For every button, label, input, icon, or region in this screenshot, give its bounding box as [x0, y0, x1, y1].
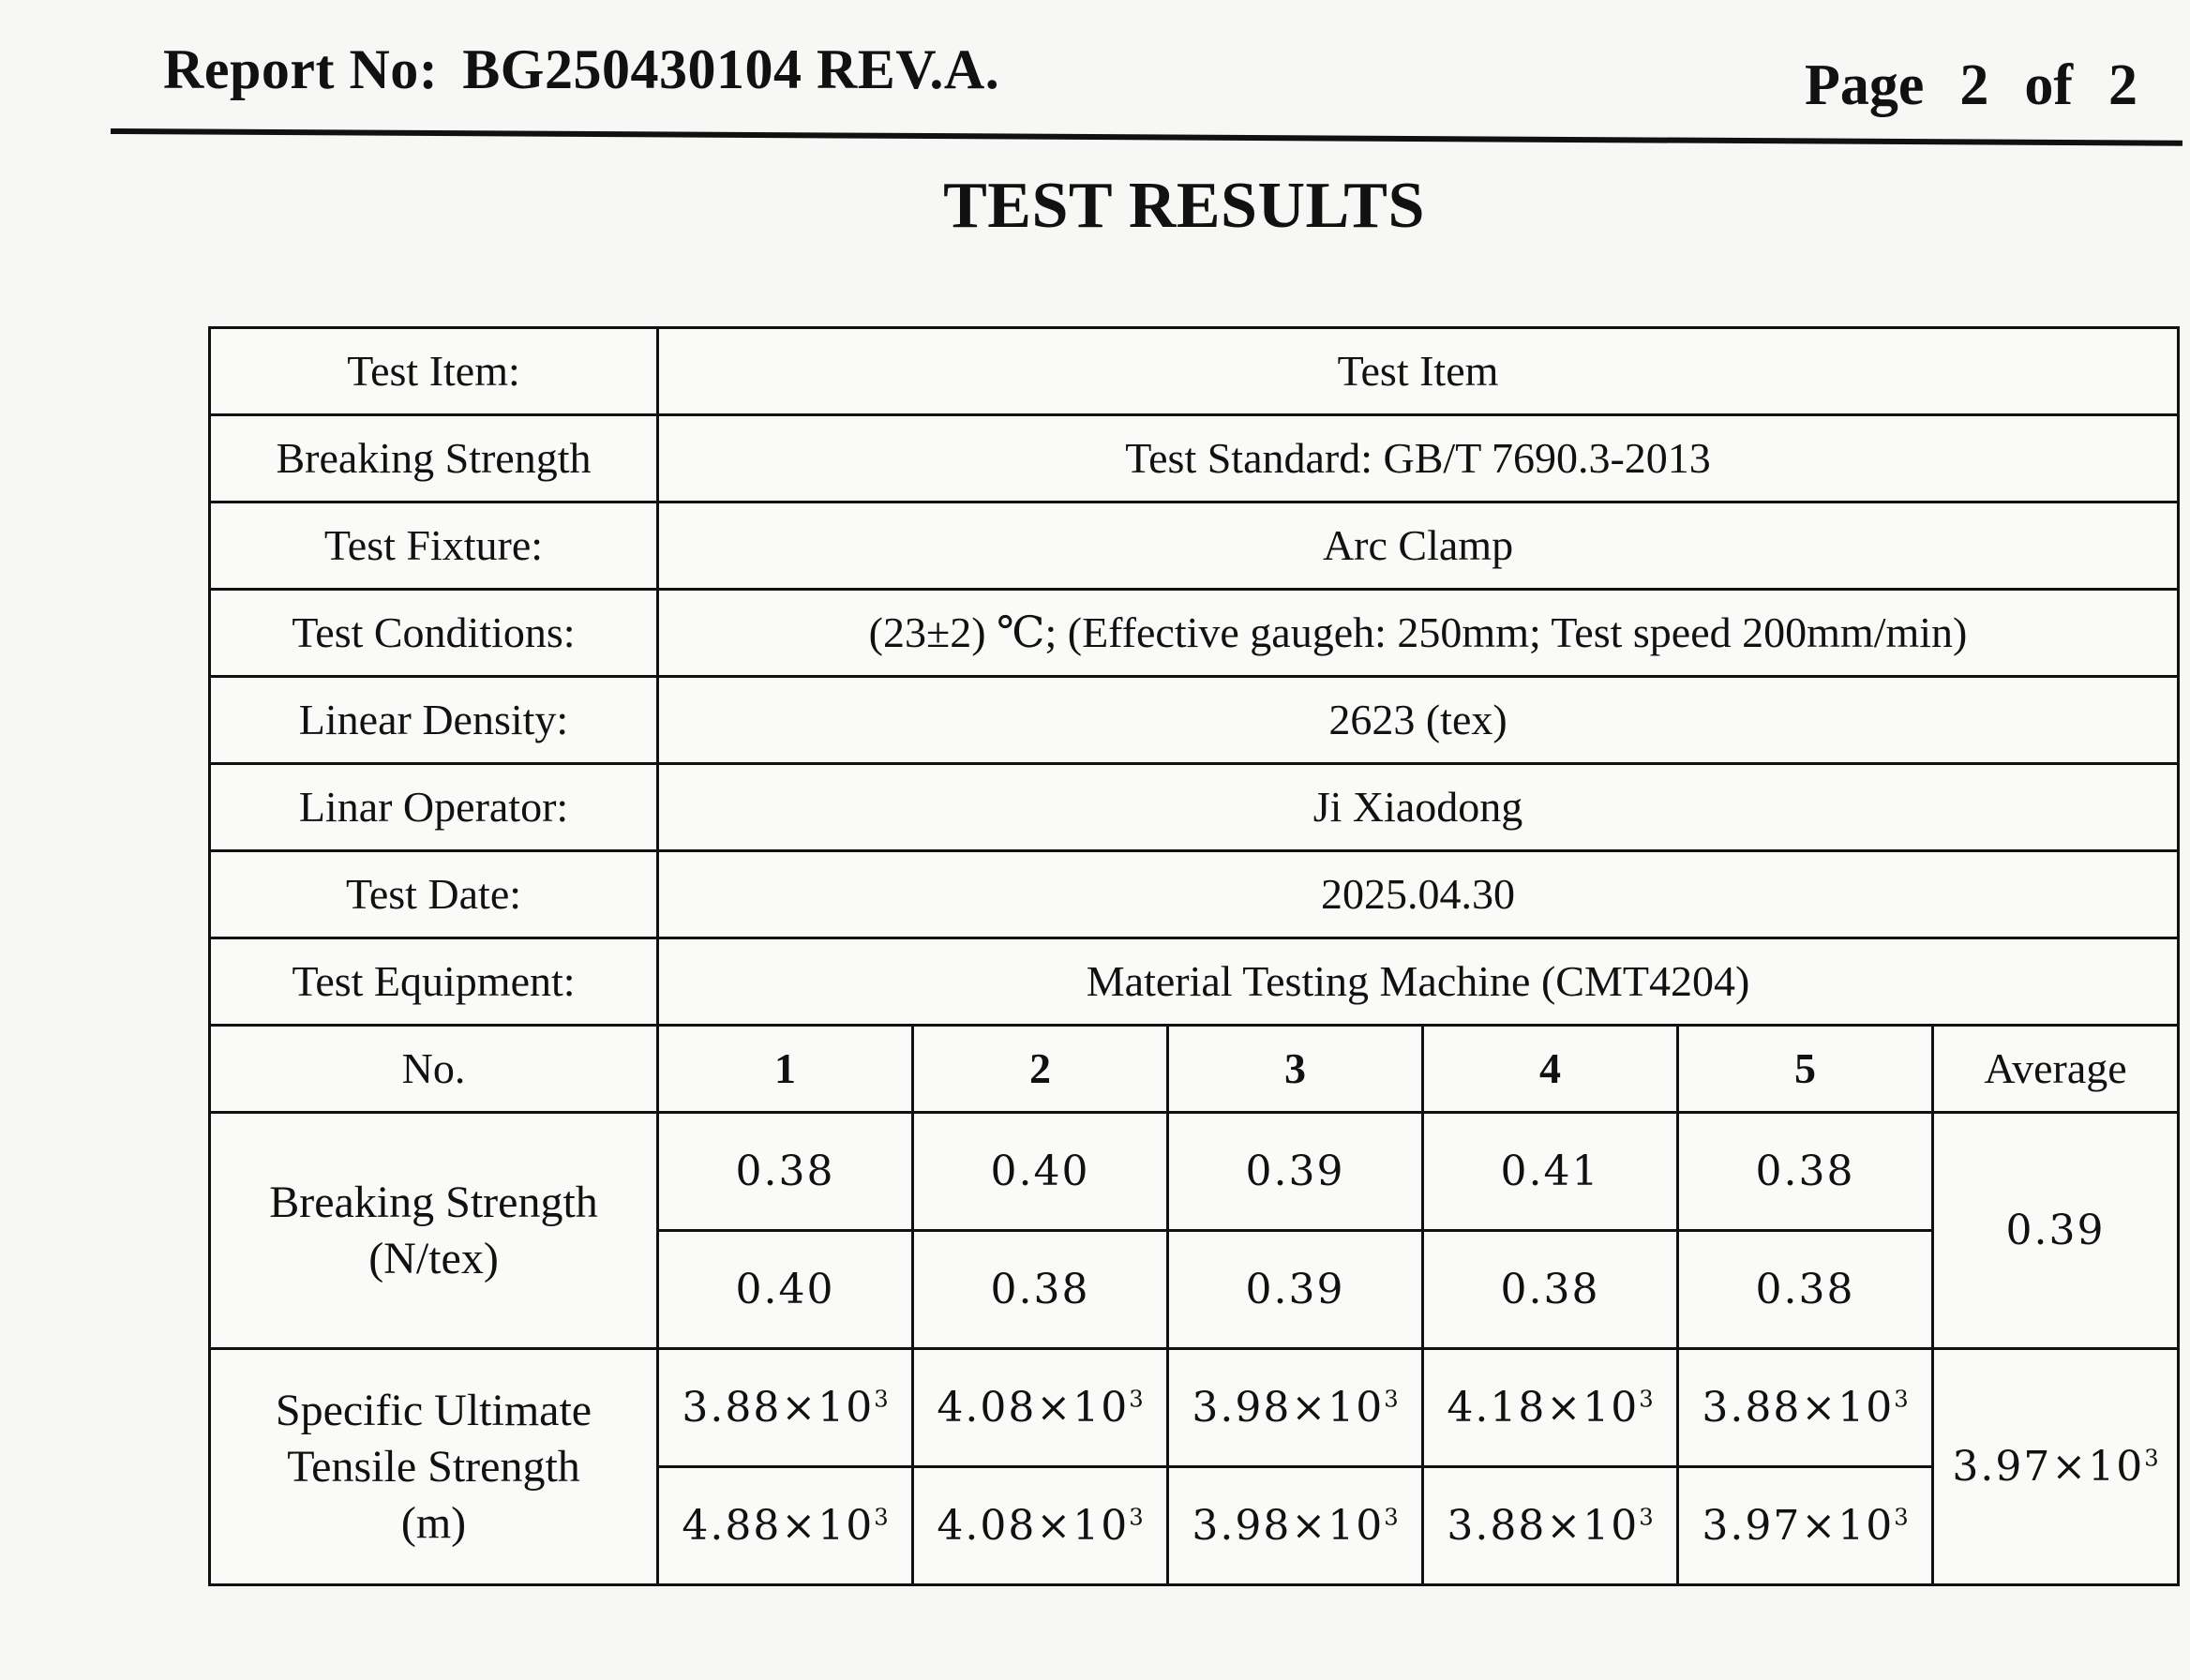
breaking-strength-row-1 — [210, 1113, 2179, 1231]
info-label: Test Equipment: — [210, 938, 658, 1026]
report-number-value: BG250430104 REV.A. — [462, 38, 1000, 100]
average-header: Average — [1933, 1026, 2179, 1113]
info-label: Test Date: — [210, 851, 658, 938]
column-header-2: 2 — [913, 1026, 1168, 1113]
specific-strength-row-1 — [210, 1349, 2179, 1467]
report-header — [111, 0, 2182, 141]
page-total: 2 — [2108, 53, 2138, 117]
specific-strength-value: $3.98\times 10^3$ — [1168, 1467, 1423, 1585]
page-word: Page — [1804, 53, 1925, 117]
breaking-strength-value: 0.38 — [1678, 1113, 1933, 1231]
specific-strength-value: $4.08\times 10^3$ — [913, 1349, 1168, 1467]
test-results-table — [208, 326, 2180, 1586]
column-header-1: 1 — [658, 1026, 913, 1113]
page-indicator — [1805, 52, 2138, 119]
specific-strength-label — [210, 1349, 658, 1585]
page-title: TEST RESULTS — [943, 170, 1425, 242]
results-header-row — [210, 1026, 2179, 1113]
specific-strength-average: $3.97\times 10^3$ — [1933, 1349, 2179, 1585]
no-header: No. — [210, 1026, 658, 1113]
info-label: Test Fixture: — [210, 502, 658, 590]
breaking-strength-label-line2: (N/tex) — [368, 1233, 499, 1283]
specific-strength-value: $4.08\times 10^3$ — [913, 1467, 1168, 1585]
specific-strength-label-line3: (m) — [400, 1497, 467, 1548]
specific-strength-label-line1: Specific Ultimate — [275, 1385, 592, 1435]
page-of: of — [2024, 53, 2073, 117]
breaking-strength-value: 0.38 — [1423, 1231, 1678, 1349]
info-value: Material Testing Machine (CMT4204) — [658, 938, 2179, 1026]
specific-strength-label-line2: Tensile Strength — [287, 1441, 580, 1492]
breaking-strength-label — [210, 1113, 658, 1349]
specific-strength-value: $3.98\times 10^3$ — [1168, 1349, 1423, 1467]
info-row — [210, 764, 2179, 851]
breaking-strength-value: 0.38 — [1678, 1231, 1933, 1349]
column-header-3: 3 — [1168, 1026, 1423, 1113]
page-current: 2 — [1959, 53, 1989, 117]
info-row — [210, 590, 2179, 677]
report-number-label: Report No: — [163, 38, 439, 100]
info-row — [210, 502, 2179, 590]
breaking-strength-value: 0.38 — [913, 1231, 1168, 1349]
info-section — [210, 328, 2179, 1026]
column-header-4: 4 — [1423, 1026, 1678, 1113]
breaking-strength-average: 0.39 — [1933, 1113, 2179, 1349]
breaking-strength-value: 0.40 — [658, 1231, 913, 1349]
results-section — [210, 1026, 2179, 1585]
info-label: Linear Density: — [210, 677, 658, 764]
specific-strength-value: $4.88\times 10^3$ — [658, 1467, 913, 1585]
info-label: Test Item: — [210, 328, 658, 415]
breaking-strength-label-line1: Breaking Strength — [269, 1177, 598, 1227]
breaking-strength-value: 0.38 — [658, 1113, 913, 1231]
info-value: Arc Clamp — [658, 502, 2179, 590]
column-header-5: 5 — [1678, 1026, 1933, 1113]
report-number — [163, 38, 999, 102]
info-label: Breaking Strength — [210, 415, 658, 502]
info-row — [210, 851, 2179, 938]
info-value: Ji Xiaodong — [658, 764, 2179, 851]
breaking-strength-value: 0.41 — [1423, 1113, 1678, 1231]
info-row — [210, 938, 2179, 1026]
info-row — [210, 328, 2179, 415]
breaking-strength-value: 0.40 — [913, 1113, 1168, 1231]
info-value: Test Item — [658, 328, 2179, 415]
info-value: (23±2) ℃; (Effective gaugeh: 250mm; Test speed 200mm/min) — [658, 590, 2179, 677]
specific-strength-value: $3.88\times 10^3$ — [1423, 1467, 1678, 1585]
info-label: Test Conditions: — [210, 590, 658, 677]
breaking-strength-value: 0.39 — [1168, 1113, 1423, 1231]
specific-strength-value: $4.18\times 10^3$ — [1423, 1349, 1678, 1467]
specific-strength-value: $3.88\times 10^3$ — [658, 1349, 913, 1467]
specific-strength-value: $3.97\times 10^3$ — [1678, 1467, 1933, 1585]
info-value: 2623 (tex) — [658, 677, 2179, 764]
info-value: 2025.04.30 — [658, 851, 2179, 938]
info-label: Linar Operator: — [210, 764, 658, 851]
breaking-strength-value: 0.39 — [1168, 1231, 1423, 1349]
info-value: Test Standard: GB/T 7690.3-2013 — [658, 415, 2179, 502]
info-row — [210, 677, 2179, 764]
info-row — [210, 415, 2179, 502]
specific-strength-value: $3.88\times 10^3$ — [1678, 1349, 1933, 1467]
